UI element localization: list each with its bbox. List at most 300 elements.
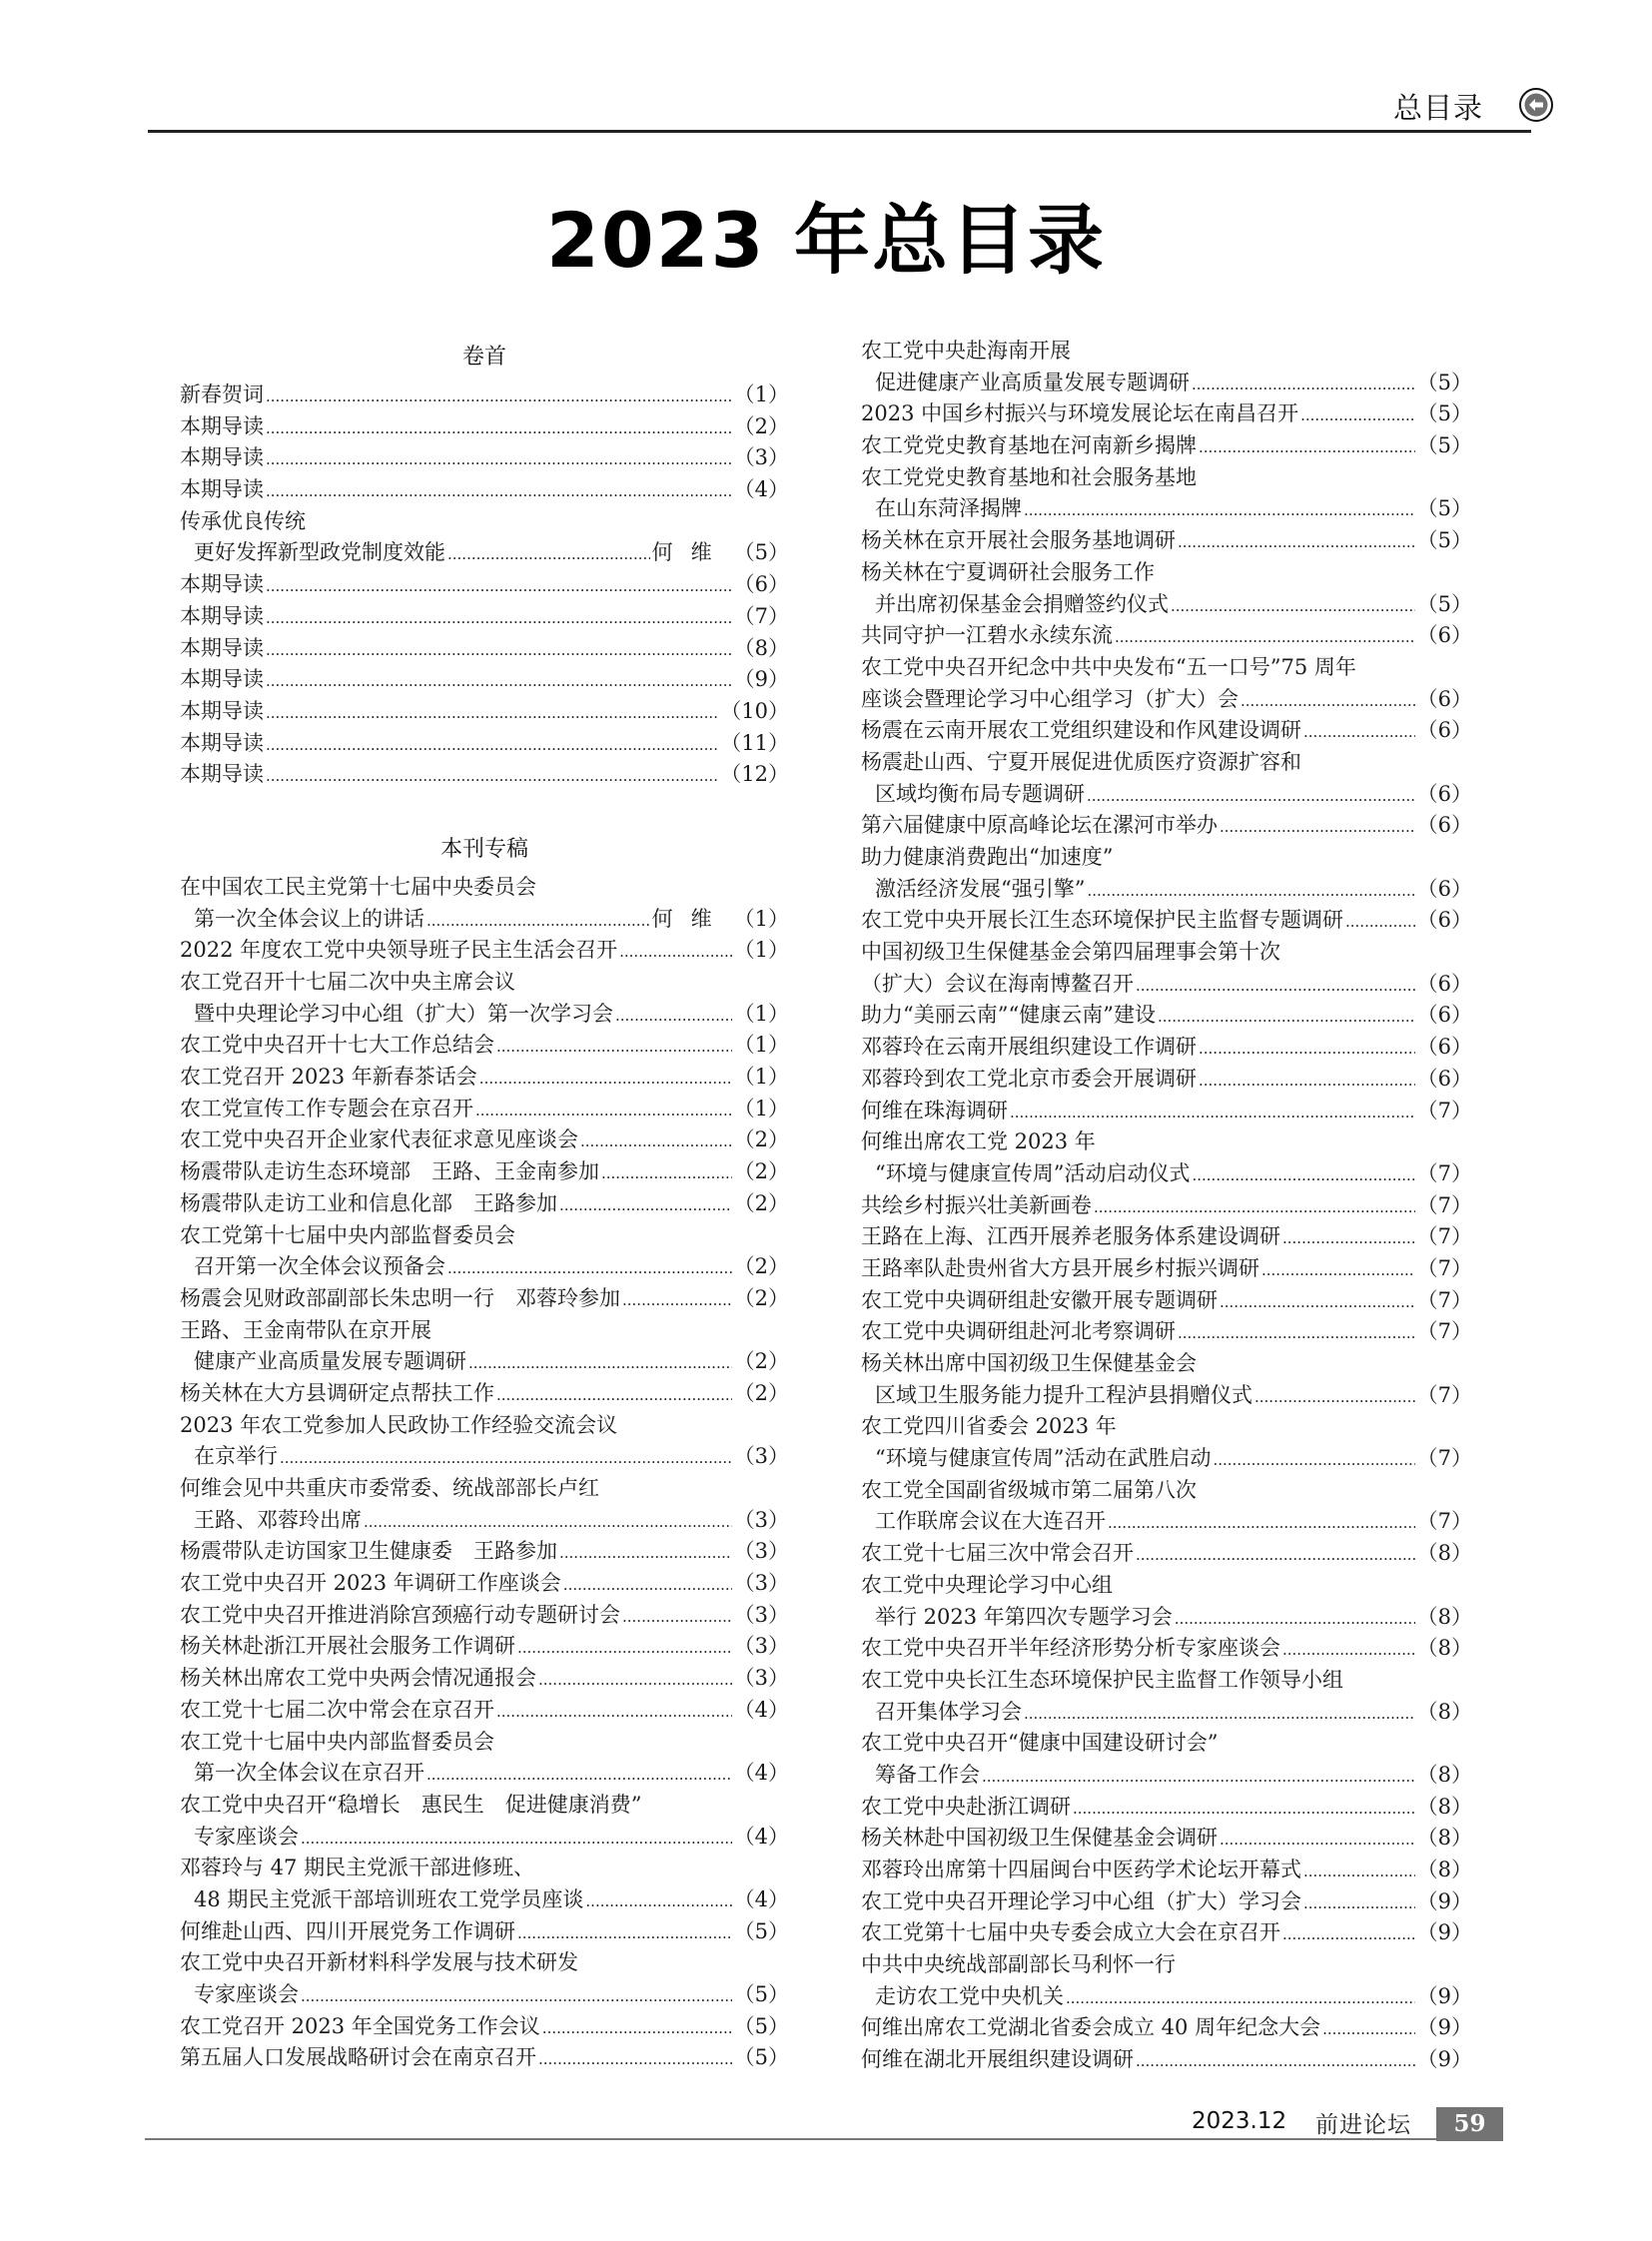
leader-dots: [301, 1822, 732, 1856]
leader-dots: [468, 1346, 732, 1380]
entry-title-continued: 王路、邓蓉玲出席: [194, 1507, 362, 1532]
toc-entry-title-line[interactable]: [180, 872, 789, 904]
entry-title: 王路、王金南带队在京开展: [180, 1317, 431, 1342]
toc-entry[interactable]: [180, 935, 789, 967]
leader-dots: [496, 1378, 732, 1412]
toc-entry[interactable]: [180, 569, 789, 601]
entry-title: 何维会见中共重庆市委常委、统战部部长卢红: [180, 1476, 599, 1500]
entry-page: （7）: [1416, 1224, 1472, 1249]
entry-title-continued: 召开集体学习会: [875, 1699, 1022, 1724]
toc-entry[interactable]: [861, 1602, 1472, 1634]
entry-page: （7）: [1416, 1160, 1472, 1185]
toc-entry[interactable]: [861, 1538, 1472, 1570]
entry-title-continued: 专家座谈会: [194, 1982, 299, 2006]
entry-title-continued: 48 期民主党派干部培训班农工党学员座谈: [194, 1886, 584, 1911]
toc-entry[interactable]: [180, 1124, 789, 1156]
toc-entry[interactable]: [180, 1916, 789, 1948]
entry-page: （7）: [1416, 1255, 1472, 1280]
entry-page: （9）: [1416, 1983, 1472, 2008]
entry-author: 何维: [651, 906, 730, 931]
toc-entry[interactable]: [861, 1190, 1472, 1222]
toc-entry[interactable]: [180, 1283, 789, 1315]
entry-page: （2）: [733, 1349, 789, 1374]
leader-dots: [559, 1536, 732, 1570]
entry-page: （2）: [733, 1380, 789, 1405]
toc-list-zhuangao-continued: [861, 336, 1472, 2076]
entry-page: （8）: [1416, 1699, 1472, 1724]
entry-page: （4）: [733, 477, 789, 502]
entry-title-continued: 工作联席会议在大连召开: [875, 1509, 1106, 1534]
toc-entry-title-line[interactable]: [180, 1220, 789, 1252]
leader-dots: [580, 1124, 732, 1158]
entry-title: 助力健康消费跑出“加速度”: [861, 845, 1114, 869]
leader-dots: [1345, 905, 1415, 939]
entry-page: （6）: [1416, 718, 1472, 743]
entry-title: 本期导读: [180, 730, 264, 755]
toc-entry[interactable]: [861, 1221, 1472, 1253]
entry-title: 邓蓉玲出席第十四届闽台中医药学术论坛开幕式: [861, 1858, 1301, 1881]
leader-dots: [601, 1156, 732, 1190]
toc-entry[interactable]: [180, 2011, 789, 2043]
entry-page: （3）: [733, 1507, 789, 1532]
toc-entry[interactable]: [861, 589, 1472, 621]
leader-dots: [1282, 1917, 1415, 1951]
toc-entry-title-line[interactable]: [861, 1411, 1472, 1443]
toc-entry[interactable]: [180, 537, 789, 569]
toc-entry[interactable]: [861, 684, 1472, 716]
entry-title-continued: 区域卫生服务能力提升工程泸县捐赠仪式: [875, 1382, 1252, 1407]
toc-entry-title-line[interactable]: [180, 1947, 789, 1979]
leader-dots: [1158, 1000, 1415, 1034]
entry-title-continued: 专家座谈会: [194, 1824, 299, 1849]
issue-date: 2023.12: [1192, 2108, 1287, 2134]
leader-dots: [538, 2042, 732, 2076]
entry-title: 传承优良传统: [180, 508, 306, 533]
leader-dots: [1261, 1253, 1415, 1287]
toc-entry[interactable]: [180, 1251, 789, 1283]
entry-page: （8）: [733, 635, 789, 660]
toc-entry-title-line[interactable]: [861, 842, 1472, 874]
entry-title: 何维在珠海调研: [861, 1098, 1008, 1122]
entry-title: 农工党中央召开 2023 年调研工作座谈会: [180, 1571, 561, 1596]
toc-entry[interactable]: [180, 1979, 789, 2011]
toc-entry-title-line[interactable]: [861, 1475, 1472, 1507]
entry-title: 中国初级卫生保健基金会第四届理事会第十次: [861, 940, 1280, 965]
entry-title-continued: 筹备工作会: [875, 1762, 980, 1787]
entry-title: 何维赴山西、四川开展党务工作调研: [180, 1918, 515, 1943]
leader-dots: [1303, 715, 1415, 749]
toc-entry[interactable]: [180, 1156, 789, 1188]
toc-entry[interactable]: [180, 1600, 789, 1632]
entry-page: （9）: [733, 667, 789, 692]
toc-entry[interactable]: [861, 969, 1472, 1001]
entry-page: （5）: [733, 2045, 789, 2070]
toc-entry[interactable]: [180, 1884, 789, 1916]
toc-entry[interactable]: [861, 1316, 1472, 1348]
leader-dots: [517, 1916, 732, 1950]
entry-title-continued: 更好发挥新型政党制度效能: [194, 540, 445, 565]
entry-title: 农工党中央赴海南开展: [861, 339, 1071, 363]
entry-title-continued: 促进健康产业高质量发展专题调研: [875, 370, 1190, 394]
entry-page: （4）: [733, 1761, 789, 1786]
entry-title: 农工党十七届中央内部监督委员会: [180, 1729, 494, 1754]
entry-page: （4）: [733, 1886, 789, 1911]
toc-column-right: [861, 336, 1472, 2076]
entry-page: （8）: [1416, 1794, 1472, 1819]
entry-title-continued: 第一次全体会议在京召开: [194, 1761, 424, 1786]
toc-entry[interactable]: [180, 633, 789, 665]
toc-entry[interactable]: [180, 442, 789, 474]
toc-entry[interactable]: [861, 620, 1472, 652]
leader-dots: [266, 379, 732, 413]
entry-title: 第五届人口发展战略研讨会在南京召开: [180, 2045, 536, 2070]
toc-entry[interactable]: [861, 905, 1472, 937]
entry-page: （7）: [1416, 1192, 1472, 1217]
leader-dots: [301, 1979, 732, 2013]
leader-dots: [1136, 1538, 1415, 1572]
entry-title: 本期导读: [180, 762, 264, 787]
toc-entry[interactable]: [180, 1536, 789, 1568]
toc-entry[interactable]: [861, 715, 1472, 747]
entry-page: （3）: [733, 1666, 789, 1691]
toc-entry-title-line[interactable]: [861, 652, 1472, 684]
leader-dots: [1115, 620, 1415, 654]
leader-dots: [1303, 1886, 1415, 1920]
toc-entry-title-line[interactable]: [861, 747, 1472, 779]
entry-page: （11）: [720, 730, 789, 755]
toc-entry[interactable]: [861, 1792, 1472, 1824]
entry-title: 农工党党史教育基地在河南新乡揭牌: [861, 433, 1197, 458]
entry-title: 本期导读: [180, 572, 264, 597]
entry-page: （2）: [733, 1285, 789, 1310]
toc-entry[interactable]: [180, 759, 789, 791]
entry-title: 邓蓉玲到农工党北京市委会开展调研: [861, 1066, 1197, 1091]
toc-entry[interactable]: [861, 1096, 1472, 1127]
entry-title: 何维在湖北开展组织建设调研: [861, 2047, 1134, 2072]
toc-entry[interactable]: [180, 904, 789, 936]
entry-page: （9）: [1416, 1920, 1472, 1945]
entry-title: 农工党召开 2023 年全国党务工作会议: [180, 2013, 540, 2038]
entry-page: （3）: [733, 1444, 789, 1469]
leader-dots: [1024, 1697, 1415, 1731]
leader-dots: [615, 999, 732, 1033]
entry-page: （5）: [733, 1918, 789, 1943]
toc-entry[interactable]: [861, 1000, 1472, 1032]
toc-list-juanshou: [180, 379, 789, 791]
page-title: 2023 年总目录: [546, 196, 1106, 285]
entry-page: （7）: [1416, 1098, 1472, 1122]
entry-title: 王路率队赴贵州省大方县开展乡村振兴调研: [861, 1255, 1259, 1280]
toc-entry[interactable]: [861, 1380, 1472, 1412]
leader-dots: [266, 759, 718, 793]
toc-entry[interactable]: [180, 1188, 789, 1220]
entry-title-continued: 走访农工党中央机关: [875, 1983, 1064, 2008]
entry-page: （1）: [733, 938, 789, 963]
entry-title: 新春贺词: [180, 382, 264, 406]
toc-entry[interactable]: [861, 874, 1472, 906]
entry-title: 农工党中央召开新材料科学发展与技术研发: [180, 1950, 578, 1975]
toc-entry-title-line[interactable]: [861, 1949, 1472, 1981]
toc-entry-title-line[interactable]: [180, 967, 789, 999]
entry-title: 中共中央统战部副部长马利怀一行: [861, 1952, 1176, 1977]
entry-title: 农工党中央召开半年经济形势分析专家座谈会: [861, 1636, 1280, 1661]
entry-page: （8）: [1416, 1636, 1472, 1661]
entry-title: 农工党中央调研组赴安徽开展专题调研: [861, 1287, 1218, 1312]
toc-entry[interactable]: [180, 1505, 789, 1537]
leader-dots: [1192, 1158, 1414, 1192]
toc-entry-title-line[interactable]: [861, 1348, 1472, 1380]
entry-title: 共同守护一江碧水永续东流: [861, 623, 1113, 648]
toc-entry-title-line[interactable]: [861, 462, 1472, 494]
entry-page: （12）: [720, 762, 789, 787]
leader-dots: [266, 633, 732, 667]
entry-page: （1）: [733, 906, 789, 931]
toc-entry[interactable]: [180, 1663, 789, 1695]
entry-title: 农工党第十七届中央内部监督委员会: [180, 1222, 515, 1247]
toc-entry-title-line[interactable]: [180, 1790, 789, 1822]
toc-entry[interactable]: [861, 1760, 1472, 1792]
leader-dots: [266, 696, 718, 730]
entry-title-continued: 激活经济发展“强引擎”: [875, 876, 1086, 901]
entry-page: （10）: [720, 698, 789, 723]
entry-title: 农工党十七届三次中常会召开: [861, 1541, 1134, 1566]
toc-entry[interactable]: [861, 1158, 1472, 1190]
leader-dots: [1073, 1792, 1415, 1826]
leader-dots: [585, 1884, 731, 1918]
toc-entry-title-line[interactable]: [861, 937, 1472, 969]
entry-title: 邓蓉玲在云南开展组织建设工作调研: [861, 1035, 1197, 1060]
toc-entry[interactable]: [861, 2044, 1472, 2076]
toc-entry-title-line[interactable]: [861, 1126, 1472, 1158]
toc-entry[interactable]: [180, 1822, 789, 1854]
entry-title: 农工党中央调研组赴河北考察调研: [861, 1319, 1176, 1344]
leader-dots: [426, 904, 650, 938]
leader-dots: [475, 1094, 732, 1127]
leader-dots: [563, 1568, 732, 1602]
leader-dots: [479, 1062, 732, 1096]
entry-page: （2）: [733, 1159, 789, 1184]
leader-dots: [1094, 1190, 1415, 1224]
leader-dots: [1282, 1221, 1415, 1255]
entry-title: 农工党召开 2023 年新春茶话会: [180, 1065, 477, 1090]
toc-entry[interactable]: [180, 1030, 789, 1062]
entry-title: 农工党十七届二次中常会在京召开: [180, 1697, 494, 1722]
leader-dots: [1010, 1096, 1415, 1129]
entry-title: 本期导读: [180, 445, 264, 470]
entry-page: （3）: [733, 1602, 789, 1627]
leader-dots: [619, 935, 732, 969]
entry-page: （3）: [733, 1634, 789, 1659]
toc-entry-title-line[interactable]: [861, 1665, 1472, 1697]
page-number: 59: [1436, 2107, 1503, 2141]
entry-page: （9）: [1416, 2047, 1472, 2072]
entry-title-continued: 举行 2023 年第四次专题学习会: [875, 1604, 1173, 1629]
toc-entry[interactable]: [180, 2042, 789, 2074]
toc-entry[interactable]: [180, 1758, 789, 1790]
leader-dots: [1066, 1981, 1415, 2015]
entry-title: 杨关林在大方县调研定点帮扶工作: [180, 1380, 494, 1405]
entry-title: 农工党中央召开理论学习中心组（扩大）学习会: [861, 1888, 1301, 1913]
leader-dots: [1192, 368, 1415, 401]
toc-entry[interactable]: [861, 493, 1472, 525]
leader-dots: [1220, 810, 1415, 844]
toc-entry[interactable]: [180, 1568, 789, 1600]
entry-page: （8）: [1416, 1826, 1472, 1851]
entry-title: 2023 中国乡村振兴与环境发展论坛在南昌召开: [861, 401, 1299, 426]
toc-entry[interactable]: [180, 379, 789, 411]
entry-title: 在中国农工民主党第十七届中央委员会: [180, 874, 536, 899]
entry-page: （4）: [733, 1697, 789, 1722]
leader-dots: [496, 1695, 732, 1729]
entry-title: 杨震在云南开展农工党组织建设和作风建设调研: [861, 718, 1301, 743]
entry-title-continued: 暨中央理论学习中心组（扩大）第一次学习会: [194, 1001, 613, 1026]
toc-entry[interactable]: [180, 1094, 789, 1125]
toc-entry[interactable]: [861, 398, 1472, 430]
toc-entry[interactable]: [180, 474, 789, 506]
entry-title: 本期导读: [180, 413, 264, 438]
toc-entry[interactable]: [861, 1506, 1472, 1538]
toc-entry[interactable]: [180, 601, 789, 633]
entry-page: （3）: [733, 1571, 789, 1596]
entry-page: （7）: [1416, 1319, 1472, 1344]
entry-title: 杨震会见财政部副部长朱忠明一行 邓蓉玲参加: [180, 1285, 620, 1310]
toc-entry[interactable]: [861, 1697, 1472, 1729]
toc-entry[interactable]: [861, 2012, 1472, 2044]
toc-entry[interactable]: [861, 1633, 1472, 1665]
toc-entry[interactable]: [861, 1917, 1472, 1949]
toc-entry-title-line[interactable]: [861, 336, 1472, 368]
entry-title-continued: 在山东菏泽揭牌: [875, 496, 1022, 521]
toc-entry-title-line[interactable]: [180, 1315, 789, 1347]
entry-title: 农工党中央召开推进消除宫颈癌行动专题研讨会: [180, 1602, 620, 1627]
section-spacer: [180, 791, 789, 828]
toc-entry[interactable]: [861, 1981, 1472, 2013]
entry-page: （3）: [733, 445, 789, 470]
entry-page: （7）: [1416, 1509, 1472, 1534]
back-arrow-circle-icon[interactable]: [1518, 87, 1554, 123]
leader-dots: [1282, 1633, 1415, 1667]
entry-title: 农工党中央赴浙江调研: [861, 1794, 1071, 1819]
entry-page: （2）: [733, 413, 789, 438]
toc-entry[interactable]: [861, 1032, 1472, 1064]
toc-entry[interactable]: [180, 664, 789, 696]
entry-title: 杨震带队走访国家卫生健康委 王路参加: [180, 1539, 557, 1564]
leader-dots: [1199, 1064, 1415, 1098]
toc-entry-title-line[interactable]: [180, 1727, 789, 1759]
toc-entry-title-line[interactable]: [180, 506, 789, 538]
entry-page: （8）: [1416, 1762, 1472, 1787]
toc-entry[interactable]: [180, 1631, 789, 1663]
toc-entry[interactable]: [861, 810, 1472, 842]
toc-entry[interactable]: [180, 1378, 789, 1410]
toc-entry[interactable]: [180, 411, 789, 443]
leader-dots: [559, 1188, 732, 1222]
toc-entry[interactable]: [861, 1064, 1472, 1096]
entry-page: （1）: [733, 1001, 789, 1026]
entry-title-continued: “环境与健康宣传周”活动启动仪式: [875, 1160, 1191, 1185]
entry-title-continued: 健康产业高质量发展专题调研: [194, 1349, 466, 1374]
entry-title: 农工党党史教育基地和社会服务基地: [861, 464, 1197, 489]
toc-entry[interactable]: [180, 1346, 789, 1378]
entry-page: （7）: [1416, 1287, 1472, 1312]
entry-title: 杨关林在京开展社会服务基地调研: [861, 528, 1176, 553]
toc-entry-title-line[interactable]: [180, 1410, 789, 1442]
entry-page: （6）: [1416, 971, 1472, 996]
leader-dots: [1108, 1506, 1415, 1540]
toc-entry[interactable]: [861, 1823, 1472, 1855]
entry-title: 本期导读: [180, 603, 264, 628]
toc-entry[interactable]: [180, 1695, 789, 1727]
magazine-name: 前进论坛: [1315, 2112, 1411, 2138]
leader-dots: [1240, 684, 1415, 718]
toc-column-left: [180, 336, 789, 2074]
leader-dots: [1213, 1443, 1414, 1477]
entry-page: （6）: [1416, 781, 1472, 806]
toc-entry[interactable]: [180, 696, 789, 728]
toc-entry[interactable]: [861, 1855, 1472, 1886]
entry-title: 本期导读: [180, 667, 264, 692]
entry-page: （5）: [733, 1982, 789, 2006]
leader-dots: [1254, 1380, 1415, 1414]
toc-list-zhuangao: [180, 872, 789, 2074]
entry-title: 助力“美丽云南”“健康云南”建设: [861, 1003, 1156, 1028]
toc-entry[interactable]: [180, 1441, 789, 1473]
leader-dots: [1136, 2044, 1415, 2078]
entry-page: （9）: [1416, 2015, 1472, 2040]
entry-title-continued: 召开第一次全体会议预备会: [194, 1254, 445, 1279]
toc-entry[interactable]: [861, 1886, 1472, 1918]
entry-title: 何维出席农工党 2023 年: [861, 1129, 1096, 1154]
toc-entry-title-line[interactable]: [861, 557, 1472, 589]
leader-dots: [1178, 525, 1415, 559]
entry-page: （5）: [1416, 401, 1472, 426]
entry-page: （9）: [1416, 1888, 1472, 1913]
entry-page: （6）: [733, 572, 789, 597]
toc-entry[interactable]: [180, 1062, 789, 1094]
toc-entry[interactable]: [861, 779, 1472, 811]
entry-page: （6）: [1416, 908, 1472, 933]
toc-entry[interactable]: [861, 1253, 1472, 1285]
entry-page: （8）: [1416, 1858, 1472, 1881]
leader-dots: [1024, 493, 1415, 527]
entry-page: （6）: [1416, 686, 1472, 711]
leader-dots: [538, 1663, 732, 1697]
toc-entry-title-line[interactable]: [180, 1853, 789, 1884]
entry-title: 农工党全国副省级城市第二届第八次: [861, 1477, 1197, 1502]
entry-title: 何维出席农工党湖北省委会成立 40 周年纪念大会: [861, 2015, 1321, 2040]
section-heading-zhuangao: 本刊专稿: [439, 836, 528, 862]
toc-entry[interactable]: [861, 368, 1472, 399]
toc-entry-title-line[interactable]: [861, 1728, 1472, 1760]
toc-entry[interactable]: [180, 728, 789, 760]
toc-entry-title-line[interactable]: [180, 1473, 789, 1505]
entry-title: 农工党召开十七届二次中央主席会议: [180, 970, 515, 994]
toc-entry[interactable]: [861, 1443, 1472, 1475]
entry-page: （1）: [733, 1065, 789, 1090]
entry-page: （6）: [1416, 623, 1472, 648]
entry-title-continued: （扩大）会议在海南博鳌召开: [861, 971, 1134, 996]
toc-entry[interactable]: [861, 430, 1472, 462]
toc-entry-title-line[interactable]: [861, 1570, 1472, 1602]
toc-entry[interactable]: [180, 999, 789, 1031]
entry-page: （2）: [733, 1127, 789, 1152]
toc-entry[interactable]: [861, 525, 1472, 557]
header-rule: [148, 130, 1531, 133]
toc-entry[interactable]: [861, 1285, 1472, 1317]
entry-page: （5）: [733, 2013, 789, 2038]
entry-title: 本期导读: [180, 635, 264, 660]
entry-title: 农工党中央召开企业家代表征求意见座谈会: [180, 1127, 578, 1152]
